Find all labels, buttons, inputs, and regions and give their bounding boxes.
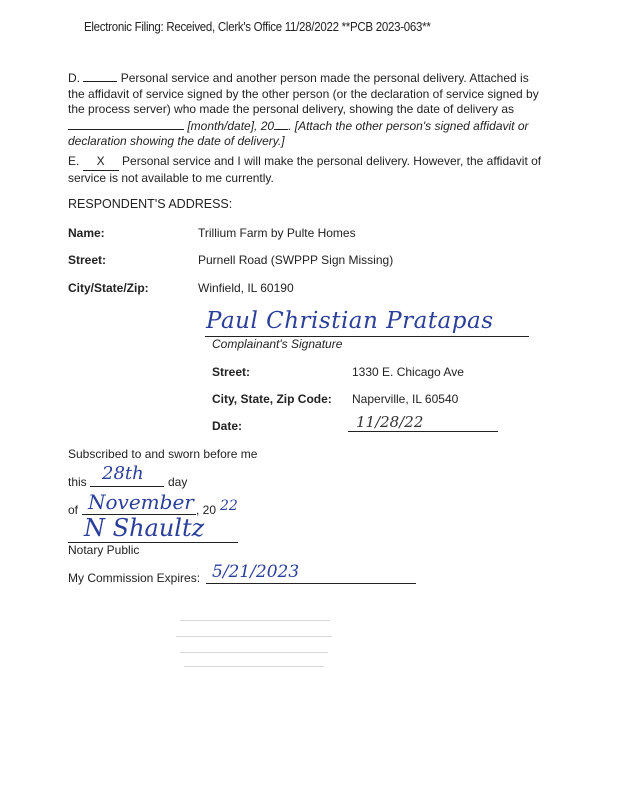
respondent-street: Purnell Road (SWPPP Sign Missing) [198, 253, 394, 267]
section-d-year-blank [274, 118, 288, 130]
day-label: day [168, 475, 188, 489]
section-d [68, 70, 548, 150]
commission-value: 5/21/2023 [212, 562, 300, 582]
respondent-name: Trillium Farm by Pulte Homes [198, 226, 356, 240]
sworn-text: Subscribed to and sworn before me [68, 447, 258, 461]
faint-seal-line [180, 652, 328, 653]
complainant-street: 1330 E. Chicago Ave [352, 365, 464, 379]
filing-header: Electronic Filing: Received, Clerk's Office 11/28/2022 **PCB 2023-063** [84, 20, 431, 34]
faint-seal-line [176, 636, 332, 637]
respondent-street-label: Street: [68, 253, 107, 267]
section-d-date-label: [month/date], 20 [187, 118, 275, 133]
of-label: of [68, 503, 79, 517]
respondent-name-label: Name: [68, 226, 105, 240]
complainant-signature: Paul Christian Pratapas [206, 308, 494, 334]
day-value: 28th [102, 463, 144, 484]
day-line [90, 486, 164, 487]
year-prefix: , 20 [196, 503, 217, 517]
complainant-date-label: Date: [212, 419, 243, 433]
complainant-signature-label: Complainant's Signature [212, 337, 343, 351]
complainant-city-label: City, State, Zip Code: [212, 392, 332, 406]
section-e-text: Personal service and I will make the personal delivery. However, the affidavit of service is not available to me currently. [68, 154, 542, 185]
complainant-date-line [348, 431, 498, 432]
respondent-city-label: City/State/Zip: [68, 281, 149, 295]
respondent-heading: RESPONDENT'S ADDRESS: [68, 197, 233, 211]
section-d-letter: D. [68, 71, 80, 85]
complainant-date: 11/28/22 [356, 413, 424, 431]
faint-seal-line [180, 620, 330, 621]
section-d-text: Personal service and another person made the personal delivery. Attached is the affidavit of service signed by the other person (or the declaration of service signed by the process server) who made the personal delivery, showing the date of delivery as [68, 71, 539, 116]
complainant-street-label: Street: [212, 365, 251, 379]
notary-signature: N Shaultz [84, 514, 205, 542]
section-d-date-blank [68, 118, 184, 130]
notary-public-label: Notary Public [68, 543, 140, 557]
commission-label: My Commission Expires: [68, 571, 201, 585]
faint-seal-line [184, 666, 324, 667]
this-label: this [68, 475, 87, 489]
section-e [68, 154, 548, 186]
respondent-city: Winfield, IL 60190 [198, 281, 294, 295]
year-value: 22 [220, 498, 238, 514]
section-d-attach-text: . [Attach the other person's signed affidavit or declaration showing the date of delivery.] [68, 118, 529, 148]
commission-line [206, 583, 416, 584]
month-value: November [88, 490, 194, 514]
complainant-city: Naperville, IL 60540 [352, 392, 459, 406]
section-e-check-mark: X [83, 154, 119, 171]
section-d-check-blank [83, 70, 117, 82]
section-e-letter: E. [68, 154, 80, 168]
